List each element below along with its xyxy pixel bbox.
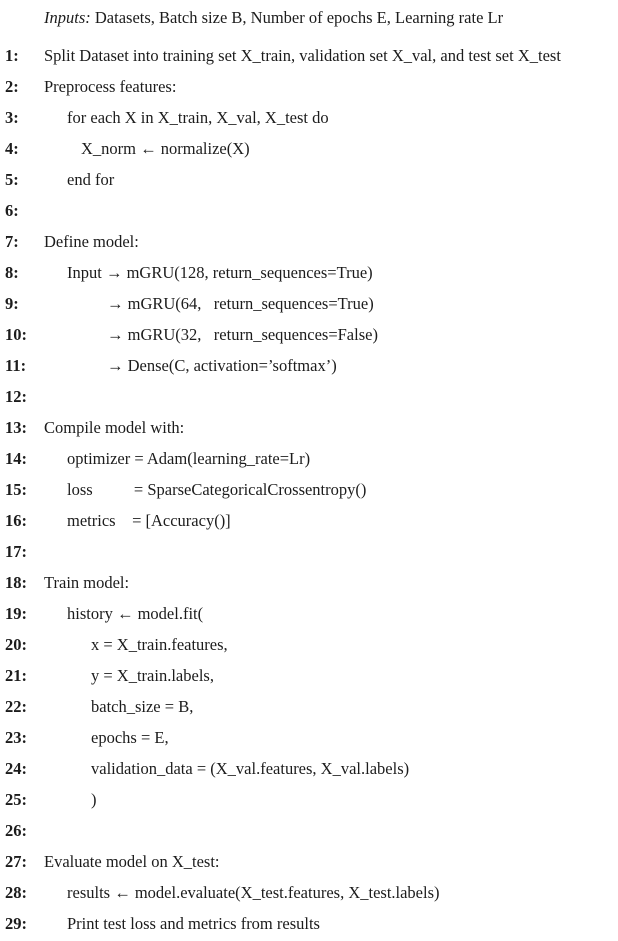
line-text: loss = SparseCategoricalCrossentropy() [67, 480, 367, 499]
algorithm-lines [0, 40, 618, 939]
line-number: 27: [5, 852, 27, 871]
algorithm-line [0, 505, 618, 536]
algorithm-line [0, 102, 618, 133]
line-text: optimizer = Adam(learning_rate=Lr) [67, 449, 311, 468]
line-text: → Dense(C, activation=’softmax’) [107, 356, 337, 375]
line-number: 7: [5, 232, 19, 251]
line-number: 6: [5, 201, 19, 220]
algorithm-line [0, 691, 618, 722]
line-number: 2: [5, 77, 19, 96]
line-number: 9: [5, 294, 19, 313]
algorithm-line [0, 226, 618, 257]
algorithm-line [0, 753, 618, 784]
algorithm-line [0, 71, 618, 102]
algorithm-line [0, 474, 618, 505]
line-text: X_norm ← normalize(X) [81, 139, 250, 158]
algorithm-line [0, 164, 618, 195]
algorithm-line [0, 877, 618, 908]
algorithm-line [0, 288, 618, 319]
line-text: → mGRU(64, return_sequences=True) [107, 294, 374, 313]
algorithm-line [0, 660, 618, 691]
line-text: metrics = [Accuracy()] [67, 511, 231, 530]
algorithm-line [0, 133, 618, 164]
inputs-label: Inputs: [44, 8, 91, 27]
line-text: end for [67, 170, 115, 189]
line-number: 19: [5, 604, 27, 623]
line-text: Define model: [44, 232, 139, 251]
algorithm-line [0, 257, 618, 288]
line-number: 11: [5, 356, 27, 375]
algorithm-line [0, 195, 618, 226]
line-text: Evaluate model on X_test: [44, 852, 220, 871]
line-text: history ← model.fit( [67, 604, 204, 623]
algorithm-line [0, 319, 618, 350]
line-text: Input → mGRU(128, return_sequences=True) [67, 263, 373, 282]
line-text: Train model: [44, 573, 130, 592]
line-number: 21: [5, 666, 27, 685]
line-number: 8: [5, 263, 19, 282]
line-number: 17: [5, 542, 27, 561]
line-text: y = X_train.labels, [91, 666, 214, 685]
line-number: 5: [5, 170, 19, 189]
line-text: x = X_train.features, [91, 635, 228, 654]
algorithm-line [0, 815, 618, 846]
line-text: epochs = E, [91, 728, 169, 747]
line-number: 28: [5, 883, 27, 902]
algorithm-line [0, 412, 618, 443]
inputs-line [0, 2, 618, 33]
line-number: 15: [5, 480, 27, 499]
line-number: 24: [5, 759, 27, 778]
line-number: 29: [5, 914, 27, 933]
algorithm-line [0, 908, 618, 939]
line-text: for each X in X_train, X_val, X_test do [67, 108, 329, 127]
algorithm-line [0, 350, 618, 381]
line-number: 13: [5, 418, 27, 437]
line-text: results ← model.evaluate(X_test.features, X_test.labels) [67, 883, 440, 902]
algorithm-line [0, 722, 618, 753]
line-text: validation_data = (X_val.features, X_val.labels) [91, 759, 410, 778]
line-number: 22: [5, 697, 27, 716]
algorithm-line [0, 536, 618, 567]
line-number: 10: [5, 325, 27, 344]
line-number: 14: [5, 449, 27, 468]
algorithm-line [0, 598, 618, 629]
line-text: Print test loss and metrics from results [67, 914, 320, 933]
line-number: 23: [5, 728, 27, 747]
line-number: 1: [5, 46, 19, 65]
line-number: 16: [5, 511, 27, 530]
line-number: 26: [5, 821, 27, 840]
line-text: Split Dataset into training set X_train, validation set X_val, and test set X_test [44, 46, 561, 65]
line-number: 25: [5, 790, 27, 809]
line-number: 12: [5, 387, 27, 406]
algorithm-line [0, 381, 618, 412]
line-text: Compile model with: [44, 418, 185, 437]
line-text: ) [91, 790, 97, 809]
algorithm-line [0, 784, 618, 815]
algorithm-line [0, 846, 618, 877]
algorithm-line [0, 567, 618, 598]
inputs-text: Datasets, Batch size B, Number of epochs E, Learning rate Lr [90, 8, 504, 27]
algorithm-line [0, 443, 618, 474]
line-text: → mGRU(32, return_sequences=False) [107, 325, 378, 344]
line-number: 4: [5, 139, 19, 158]
line-number: 3: [5, 108, 19, 127]
algorithm-line [0, 40, 618, 71]
line-number: 18: [5, 573, 27, 592]
line-text: Preprocess features: [44, 77, 177, 96]
line-number: 20: [5, 635, 27, 654]
line-text: batch_size = B, [91, 697, 194, 716]
algorithm-line [0, 629, 618, 660]
